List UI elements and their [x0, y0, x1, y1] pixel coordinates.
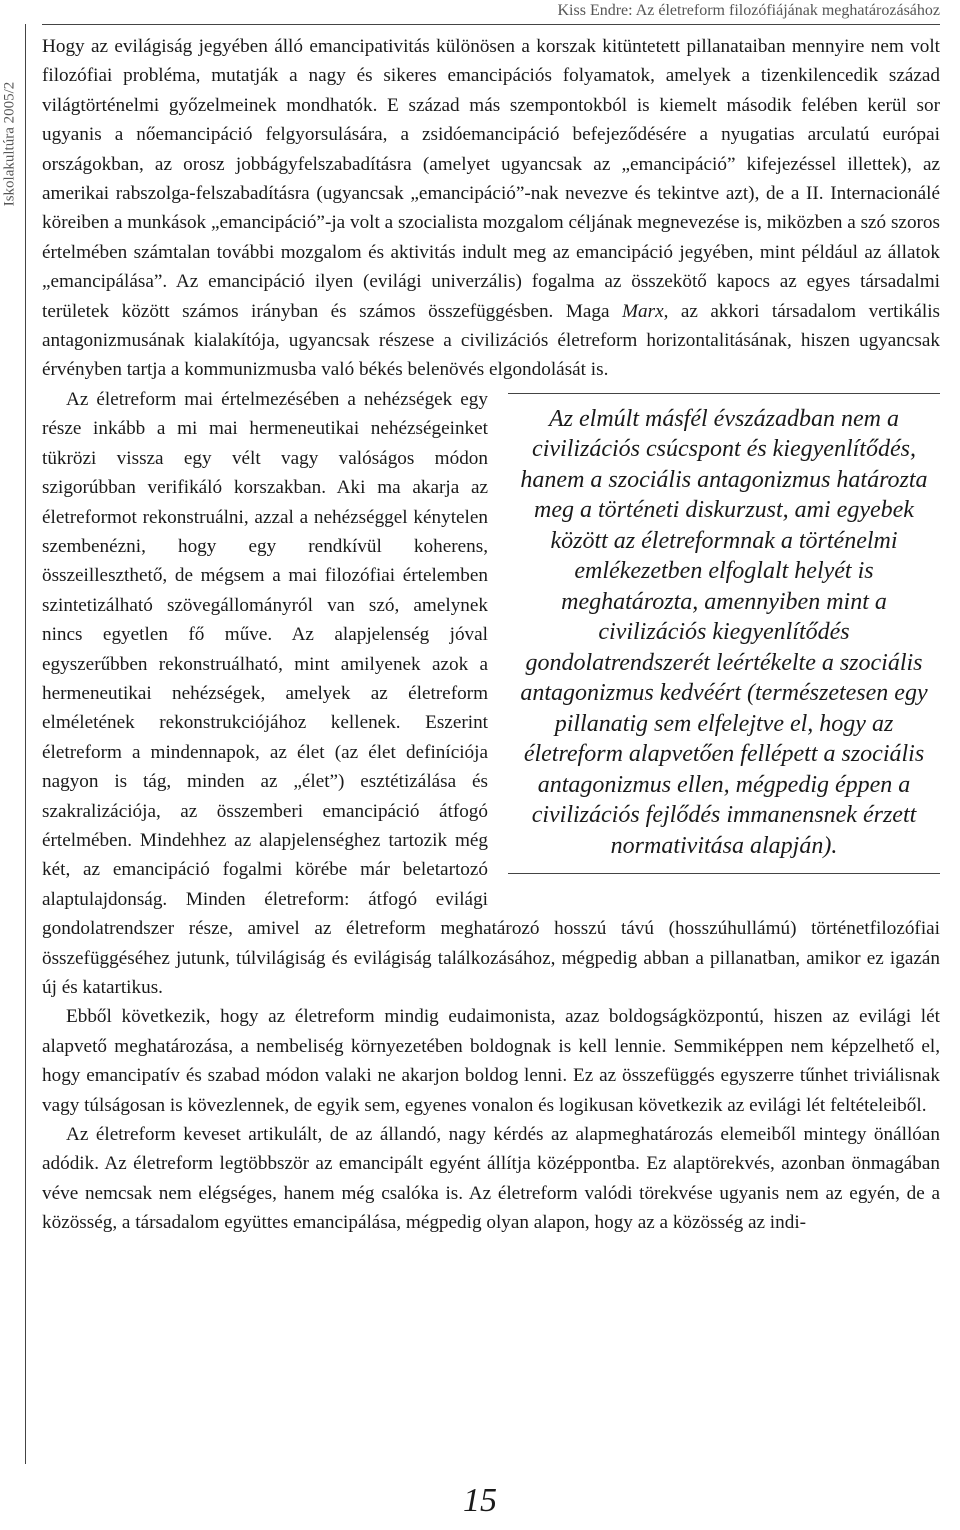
pull-quote-top-rule: [508, 393, 940, 394]
journal-side-label: [0, 24, 20, 264]
marx-name: Marx: [622, 300, 664, 322]
journal-name: Iskolakultúra 2005/2: [1, 81, 18, 207]
paragraph-1-text-b: , az akkori társadalom vertikális antagonizmusának kialakítója, ugyancsak részese a civilizációs életreform horizontalitásának, hiszen ugyancsak érvényben tartja a kommunizmusba való békés belenövés elgondolását is.: [42, 300, 941, 381]
margin-rule: [25, 24, 26, 1464]
paragraph-4: Az életreform keveset artikulált, de az állandó, nagy kérdés az alapmeghatározás elemeiből mintegy önállóan adódik. Az életreform legtöbbször az emancipált egyént állítja középpontba. Ez alaptörekvés, azonban önmagában véve nemcsak nem elégséges, hanem még csalóka is. Az életreform valódi törekvése ugyanis nem az egyén, de a közösség, a társadalom együttes emancipálása, mégpedig olyan alapon, hogy az a közösség az indi-: [42, 1124, 940, 1234]
article-body: [42, 32, 940, 1238]
paragraph-3: Ebből következik, hogy az életreform mindig eudaimonista, azaz boldogságközpontú, hiszen az evilági lét alapvető meghatározása, a nembeliség környezetében boldognak is kell lennie. Semmiképpen nem képzelhető el, hogy emancipatív és szabad módon valaki ne akarjon boldog lenni. Ez az összefüggés egyszerre tűnhet triviálisnak vagy túlságosan is kövezlennek, de egyik sem, egyenes vonalon és logikusan következik az evilági lét feltételeiből.: [42, 1006, 940, 1116]
header-rule: [42, 24, 940, 25]
page-number: 15: [463, 1482, 497, 1519]
pull-quote-bottom-rule: [508, 873, 940, 874]
paragraph-2: Az életreform mai értelmezésében a nehézségek egy része inkább a mi mai hermeneutikai nehézségeinket tükrözi vissza egy vélt vagy valóságos módon szigorúbban verifikáló korszakban. Aki ma akarja az életreformot rekonstruálni, azzal a nehézséggel kénytelen szembenézni, hogy egy rendkívül koherens, összeilleszthető, de mégsem a mai filozófiai értelemben szintetizálható szövegállományról van szó, amelynek nincs egyetlen fő műve. Az alapjelenség jóval egyszerűbben rekonstruálható, mint amilyenek azok a hermeneutikai nehézségek, amelyek az életreform elméletének rekonstrukciójához kellenek. Eszerint életreform a mindennapok, az élet (az élet definíciója nagyon is tág, minden az „élet”) esztétizálása és szakralizációja, az összemberi emancipáció átfogó értelmében. Mindehhez az alapjelenséghez tartozik még két, az emancipáció fogalmi körébe már beletartozó alaptulajdonság. Minden életreform: átfogó evilági gondolatrendszer része, amivel az életreform meghatározó hosszú távú (hosszúhullámú) történetfilozófiai összefüggéséhez jutunk, túlvilágiság és evilágiság találkozásához, mégpedig abban a pillanatban, amikor ez igazán új és katartikus.: [42, 388, 940, 998]
paragraph-1-text-a: Hogy az evilágiság jegyében álló emancipativitás különösen a korszak kitüntetett pillanataiban mennyire nem volt filozófiai probléma, mutatják a nagy és sikeres emancipációs folyamatok, amelyek a tizenkilencedik század világtörténelmi győzelmeinek mondhatók. E század más szempontokból is kiemelt második felében kerül sor ugyanis a nőemancipáció felgyorsulására, a zsidóemancipáció befejeződésére a nyugatias arculatú európai országokban, az orosz jobbágyfelszabadításra (amelyet ugyancsak az „emancipáció” kifejezéssel illettek), az amerikai rabszolga-felszabadításra (ugyancsak „emancipáció”-nak nevezve és tekintve azt), de a II. Internacionálé köreiben a munkások „emancipáció”-ja volt a szocialista mozgalom céljának megnevezése is, miközben a szó szoros értelmében számtalan további mozgalom és aktivitás indult meg az emancipáció jegyében, mint például az állatok „emancipálása”. Az emancipáció ilyen (evilági univerzális) fogalma az összekötő kapocs az egyes társadalmi területek között számos irányban és számos összefüggésben. Maga: [42, 36, 940, 322]
running-header: Kiss Endre: Az életreform filozófiájának meghatározásához: [557, 2, 940, 19]
paragraph-1: [42, 32, 940, 385]
pull-quote: [508, 393, 940, 875]
pull-quote-text: Az elmúlt másfél évszázadban nem a civilizációs csúcspont és kiegyenlítődés, hanem a szociális antagonizmus határozta meg a történeti diskurzust, ami egyebek között az életreformnak a történelmi emlékezetben elfoglalt helyét is meghatározta, amennyiben mint a civilizációs kiegyenlítődés gondolatrendszerét leértékelte a szociális antagonizmus kedvéért (természetesen egy pillanatig sem elfelejtve el, hogy az életreform alapvetően fellépett a szociális antagonizmus ellen, mégpedig éppen a civilizációs fejlődés immanensnek érzett normativitása alapján).: [520, 405, 928, 859]
